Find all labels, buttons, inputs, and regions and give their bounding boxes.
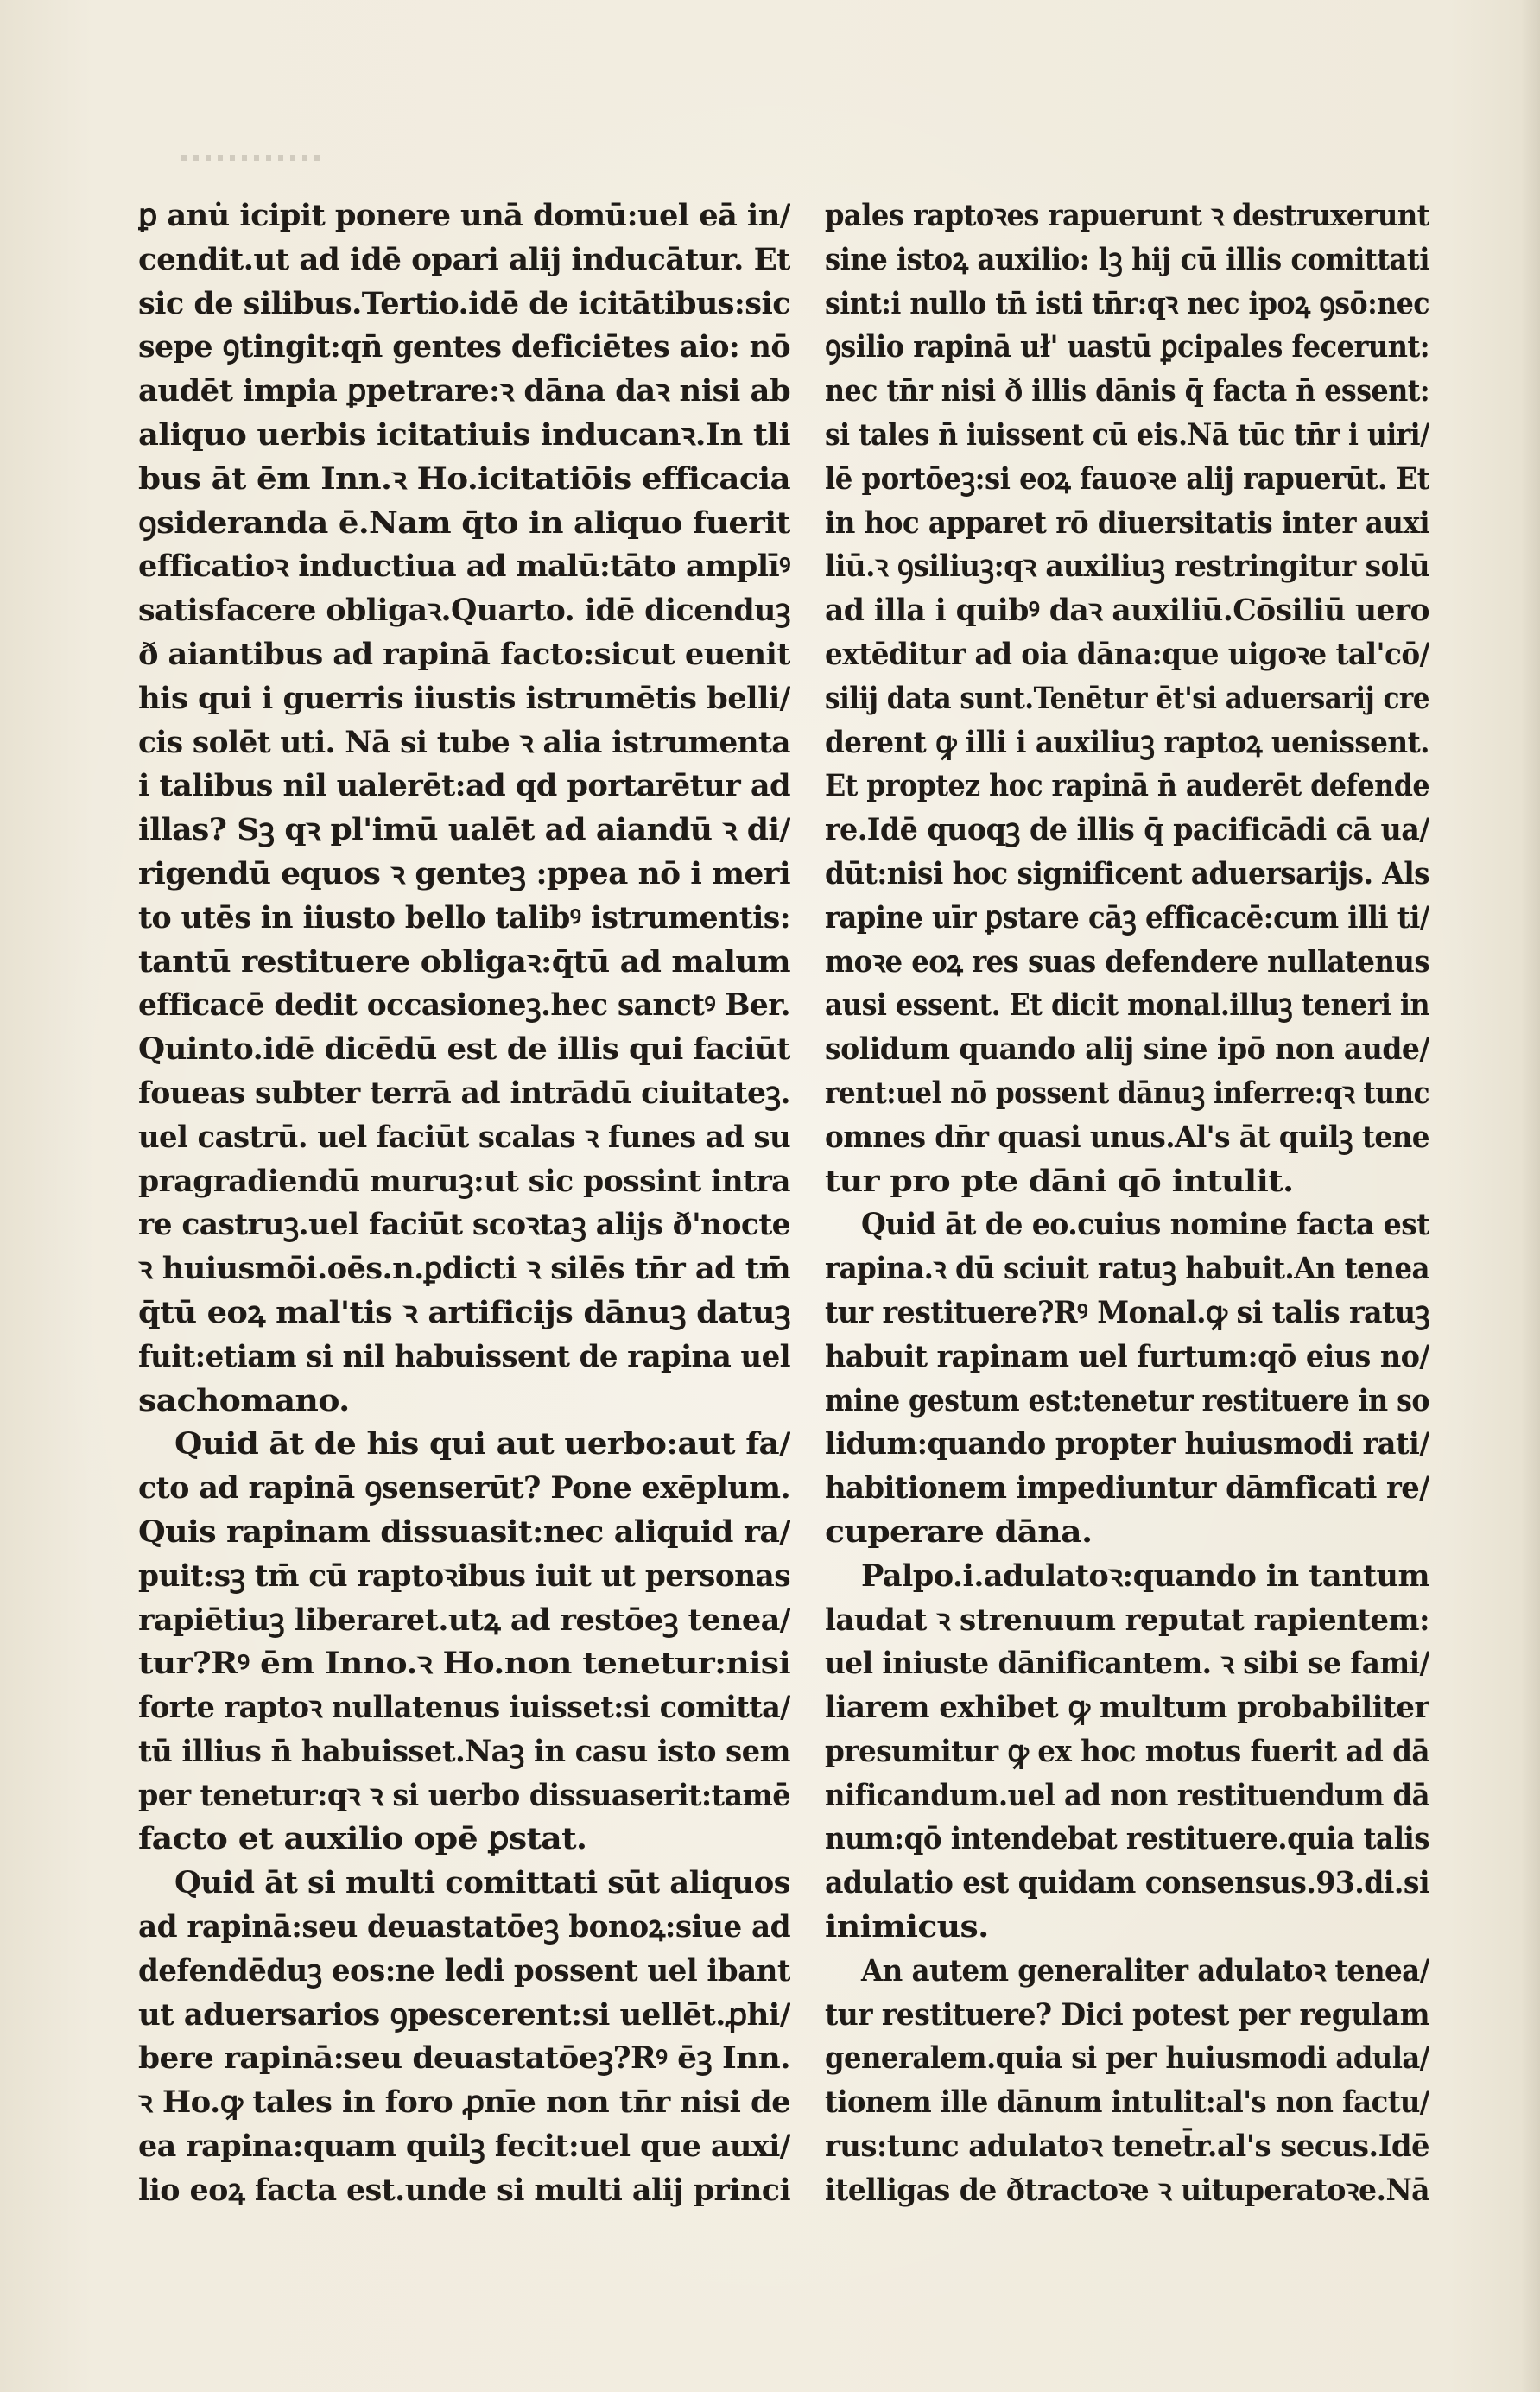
text-line: ad rapinā:seu deuastatōeꝫ bonoꝝ:siue ad <box>138 1909 790 1945</box>
text-line: rus:tunc adulatoꝛ tenet̄r.al's secus.Idē <box>825 2129 1429 2165</box>
text-line: i talibus nil ualerēt:ad qd portarētur ad <box>138 768 790 804</box>
text-line: tū illius n̄ habuisset.Naꝫ in casu isto sem <box>138 1733 790 1769</box>
text-line: nec tn̄r nisi ð illis dānis q̄ facta n̄ essent: <box>825 373 1429 409</box>
text-line: habuit rapinam uel furtum:qō eius no/ <box>825 1338 1429 1374</box>
text-line: mine gestum est:tenetur restituere in so <box>825 1382 1429 1418</box>
text-line: re castruꝫ.uel faciūt scoꝛtaꝫ alijs ð'nocte <box>138 1207 790 1243</box>
text-line: derent ꝙ illi i auxiliuꝫ raptoꝝ uenissent. <box>825 724 1429 760</box>
text-line: Quid āt de eo.cuius nomine facta est <box>861 1207 1429 1243</box>
left-text-column <box>138 194 790 2213</box>
text-line: laudat ꝛ strenuum reputat rapientem: <box>825 1602 1429 1638</box>
text-line: inimicus. <box>825 1909 989 1945</box>
text-line: generalem.quia si per huiusmodi adula/ <box>825 2040 1429 2077</box>
text-line: re.Idē quoqꝫ de illis q̄ pacificādi cā ua/ <box>825 812 1429 848</box>
text-line: ad illa i quibꝰ daꝛ auxiliū.Cōsiliū uero <box>825 593 1429 629</box>
text-line: ea rapina:quam quilꝫ fecit:uel que auxi/ <box>138 2129 790 2165</box>
text-line: dūt:nisi hoc significent aduersarijs. Als <box>825 855 1429 891</box>
faint-offset-marks <box>181 155 320 161</box>
text-line: adulatio est quidam consensus.93.di.si <box>825 1865 1429 1901</box>
text-line: rapiētiuꝫ liberaret.utꝝ ad restōeꝫ tenea/ <box>138 1602 790 1638</box>
text-line: Quid āt de his qui aut uerbo:aut fa/ <box>174 1426 790 1462</box>
text-line: pragradiendū muruꝫ:ut sic possint intra <box>138 1163 790 1199</box>
text-line: bus āt ēm Inn.ꝛ Ho.icitatiōis efficacia <box>138 460 790 497</box>
text-line: ꝑ anu̇ icipit ponere unā domū:uel eā in/ <box>138 198 790 233</box>
text-line: to utēs in iiusto bello talibꝰ istrumentis: <box>138 899 790 936</box>
text-line: efficatioꝛ inductiua ad malū:tāto amplīꝰ <box>138 549 790 585</box>
text-line: tur pro pte dāni qō intulit. <box>825 1163 1294 1199</box>
text-line: his qui i guerris iiustis istrumētis belli/ <box>138 680 790 716</box>
text-line: tionem ille dānum intulit:al's non factu/ <box>825 2084 1429 2121</box>
text-line: lē portōeꝫ:si eoꝝ fauoꝛe alij rapuerūt. Et <box>825 460 1429 497</box>
text-line: si tales n̄ iuissent cū eis.Nā tūc tn̄r i uiri/ <box>825 416 1429 453</box>
text-line: ꝯsilio rapinā uł' uastū ꝑcipales fecerunt: <box>825 329 1429 365</box>
text-line: puit:sꝫ tm̄ cū raptoꝛibus iuit ut personas <box>138 1558 790 1594</box>
text-line: tur restituere?Rꝰ Monal.ꝙ si talis ratuꝫ <box>825 1294 1429 1330</box>
text-line: facto et auxilio opē ꝑstat. <box>138 1821 587 1857</box>
text-line: tantū restituere obligaꝛ:q̄tū ad malum <box>138 943 790 980</box>
text-line: cendit.ut ad idē opari alij inducātur. Et <box>138 241 790 277</box>
text-line: sine istoꝝ auxilio: lꝫ hij cū illis comittati <box>825 241 1429 277</box>
text-line: An autem generaliter adulatoꝛ tenea/ <box>861 1952 1429 1989</box>
text-line: fuit:etiam si nil habuissent de rapina uel <box>138 1338 790 1374</box>
text-line: liū.ꝛ ꝯsiliuꝫ:qꝛ auxiliuꝫ restringitur solū <box>825 549 1429 585</box>
text-line: uel iniuste dānificantem. ꝛ sibi se fami/ <box>825 1646 1429 1682</box>
text-line: cto ad rapinā ꝯsenserūt? Pone exēplum. <box>138 1470 790 1507</box>
right-text-column <box>825 194 1429 2213</box>
text-line: sint:i nullo tn̄ isti tn̄r:qꝛ nec ipoꝝ ꝯsō:nec <box>825 285 1429 321</box>
text-line: cis solēt uti. Nā si tube ꝛ alia istrumenta <box>138 724 790 760</box>
text-line: solidum quando alij sine ipō non aude/ <box>825 1031 1429 1068</box>
text-line: ausi essent. Et dicit monal.illuꝫ teneri in <box>825 987 1429 1024</box>
text-line: Quid āt si multi comittati sūt aliquos <box>174 1865 790 1901</box>
text-line: sachomano. <box>138 1382 350 1418</box>
text-line: ut aduersarios ꝯpescerent:si uellēt.ꝓhi/ <box>138 1996 790 2033</box>
text-line: bere rapinā:seu deuastatōeꝫ?Rꝰ ēꝫ Inn. <box>138 2040 790 2077</box>
text-line: tur?Rꝰ ēm Inno.ꝛ Ho.non tenetur:nisi <box>138 1646 790 1682</box>
text-line: presumitur ꝙ ex hoc motus fuerit ad dā <box>825 1733 1429 1769</box>
text-line: defendēduꝫ eos:ne ledi possent uel ibant <box>138 1952 790 1989</box>
text-line: illas? Sꝫ qꝛ pl'imū ualēt ad aiandū ꝛ di/ <box>138 812 790 848</box>
text-line: nificandum.uel ad non restituendum dā <box>825 1777 1429 1813</box>
page-edge-shadow <box>1521 0 1540 2392</box>
text-line: moꝛe eoꝝ res suas defendere nullatenus <box>825 943 1429 980</box>
text-line: rigendū equos ꝛ genteꝫ :ppea nō i meri <box>138 855 790 891</box>
text-line: ꝛ Ho.ꝙ tales in foro ꝓnīe non tn̄r nisi de <box>138 2084 790 2121</box>
text-line: q̄tū eoꝝ mal'tis ꝛ artificijs dānuꝫ datuꝫ <box>138 1294 790 1330</box>
text-line: aliquo uerbis icitatiuis inducanꝛ.In tli <box>138 416 790 453</box>
text-line: ð aiantibus ad rapinā facto:sicut euenit <box>138 636 790 672</box>
text-line: per tenetur:qꝛ ꝛ si uerbo dissuaserit:tamē <box>138 1777 790 1813</box>
text-line: liarem exhibet ꝙ multum probabiliter <box>825 1690 1429 1726</box>
text-line: forte raptoꝛ nullatenus iuisset:si comitta/ <box>138 1690 790 1726</box>
text-line: rapina.ꝛ dū sciuit ratuꝫ habuit.An tenea <box>825 1251 1429 1287</box>
text-line: Quis rapinam dissuasit:nec aliquid ra/ <box>138 1513 790 1550</box>
text-line: audēt impia ꝑpetrare:ꝛ dāna daꝛ nisi ab <box>138 373 790 409</box>
text-line: Palpo.i.adulatoꝛ:quando in tantum <box>861 1558 1429 1594</box>
text-line: foueas subter terrā ad intrādū ciuitateꝫ. <box>138 1075 790 1111</box>
text-line: lio eoꝝ facta est.unde si multi alij princi <box>138 2172 790 2208</box>
text-line: extēditur ad oia dāna:que uigoꝛe tal'cō/ <box>825 636 1429 672</box>
text-line: Et proptez hoc rapinā n̄ auderēt defende <box>825 768 1429 804</box>
text-line: cuperare dāna. <box>825 1513 1093 1550</box>
text-line: habitionem impediuntur dāmficati re/ <box>825 1470 1429 1507</box>
text-line: ꝛ huiusmōi.oēs.n.ꝑdicti ꝛ silēs tn̄r ad tm̄ <box>138 1251 790 1287</box>
text-line: omnes dn̄r quasi unus.Al's āt quilꝫ tene <box>825 1119 1429 1155</box>
text-line: rapine uīr ꝑstare cāꝫ efficacē:cum illi ti/ <box>825 899 1429 936</box>
text-line: silij data sunt.Tenētur ēt'si aduersarij cre <box>825 680 1429 716</box>
text-line: satisfacere obligaꝛ.Quarto. idē dicenduꝫ <box>138 593 790 629</box>
text-line: num:qō intendebat restituere.quia talis <box>825 1821 1429 1857</box>
text-line: Quinto.idē dicēdū est de illis qui faciūt <box>138 1031 790 1068</box>
text-line: sepe ꝯtingit:qn̄ gentes deficiētes aio: nō <box>138 329 790 365</box>
text-line: in hoc apparet rō diuersitatis inter auxi <box>825 504 1429 541</box>
text-line: pales raptoꝛes rapuerunt ꝛ destruxerunt <box>825 198 1429 233</box>
text-line: ꝯsideranda ē.Nam q̄to in aliquo fuerit <box>138 504 790 541</box>
text-line: rent:uel nō possent dānuꝫ inferre:qꝛ tunc <box>825 1075 1429 1111</box>
text-line: uel castrū. uel faciūt scalas ꝛ funes ad su <box>138 1119 790 1155</box>
text-line: sic de silibus.Tertio.idē de icitātibus:sic <box>138 285 790 321</box>
text-line: itelligas de ðtractoꝛe ꝛ uituperatoꝛe.Nā <box>825 2172 1429 2208</box>
text-line: lidum:quando propter huiusmodi rati/ <box>825 1426 1429 1462</box>
text-line: efficacē dedit occasioneꝫ.hec sanctꝰ Ber. <box>138 987 790 1024</box>
text-line: tur restituere? Dici potest per regulam <box>825 1996 1429 2033</box>
